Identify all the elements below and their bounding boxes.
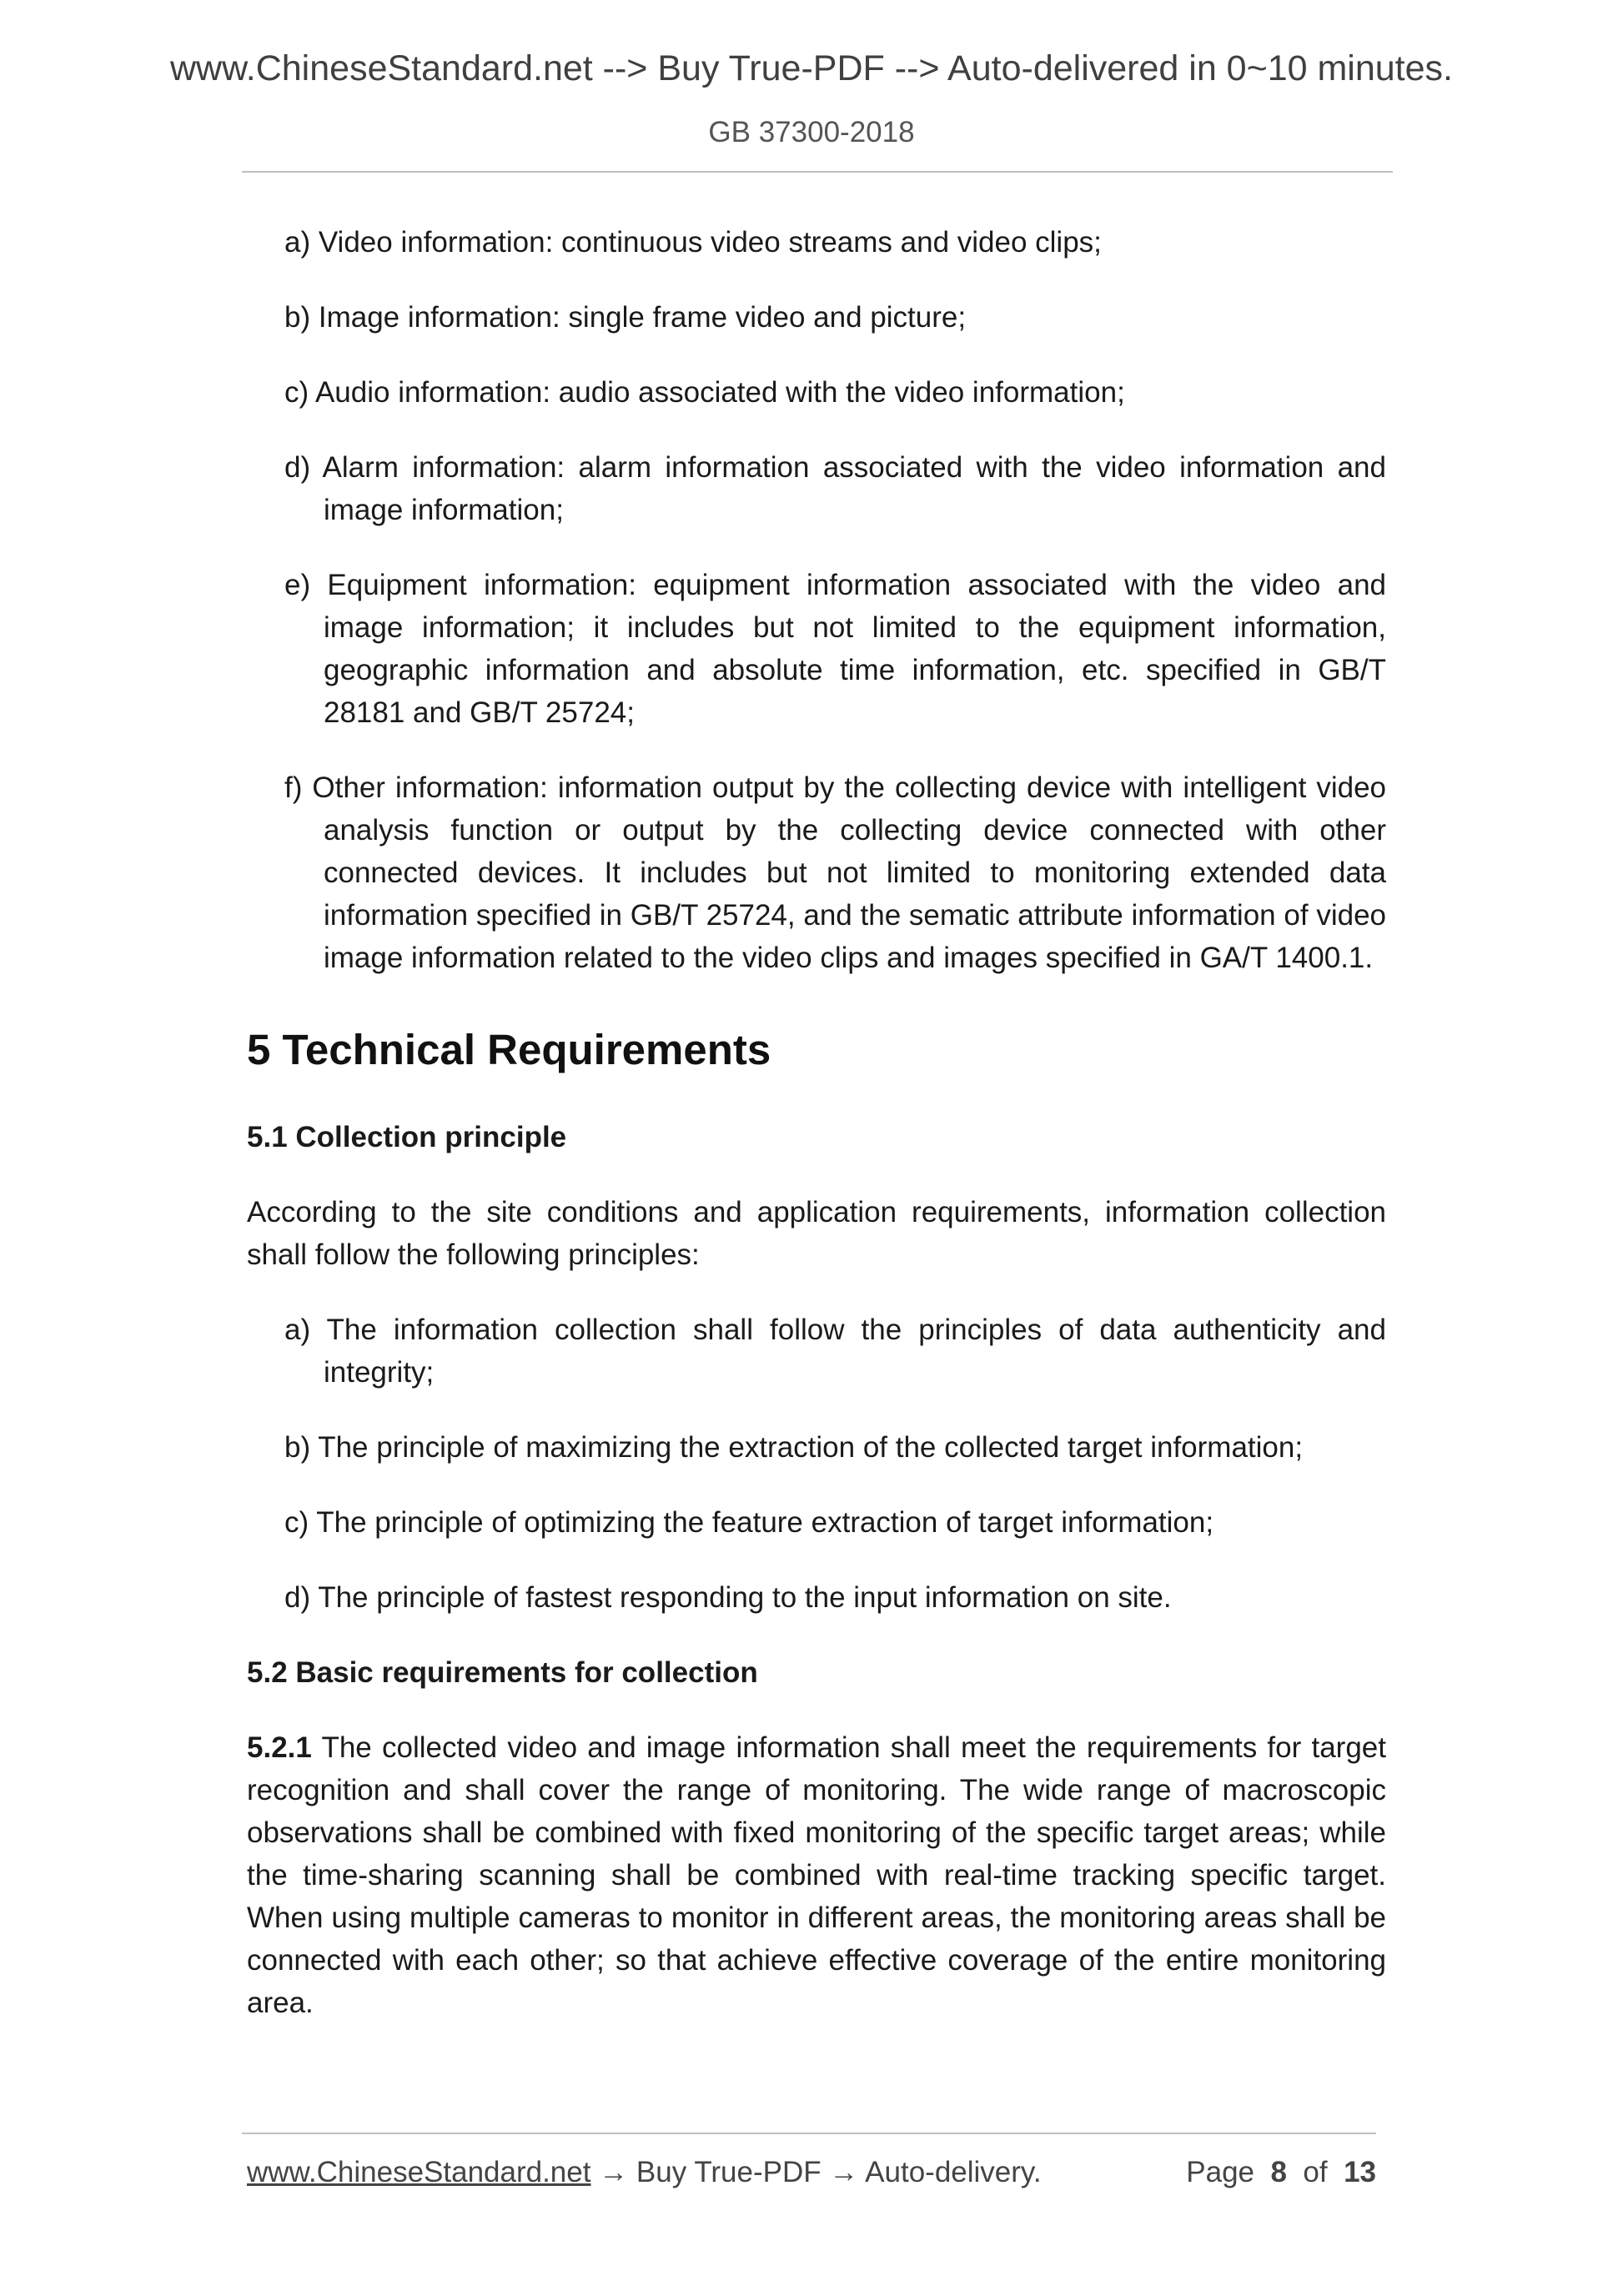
paragraph-5-1-intro: According to the site conditions and application requirements, information collection shall follow the following principles: <box>247 1196 1386 1271</box>
total-pages: 13 <box>1344 2156 1376 2188</box>
clause-5-2-1 <box>247 1726 1386 2024</box>
header-divider <box>242 171 1393 173</box>
clause-number: 5.2.1 <box>247 1731 312 1764</box>
footer-left <box>247 2149 1042 2196</box>
page-indicator <box>1186 2149 1376 2196</box>
footer-tagline: → Buy True-PDF → Auto-delivery. <box>590 2156 1042 2188</box>
page-word: Page <box>1186 2156 1255 2188</box>
list-item-other: f) Other information: information output by the collecting device with intelligent video analysis function or output by the collecting device connected with other connected devices. It includes but not limited to monitoring extended data information specified in GB/T 25724, and the sematic attribute information of video image information related to the video clips and images specified in GA/T 1400.1. <box>284 771 1386 974</box>
list-item-video: a) Video information: continuous video streams and video clips; <box>284 226 1102 259</box>
subsection-heading-5-2: 5.2 Basic requirements for collection <box>247 1656 758 1689</box>
section-heading-5: 5 Technical Requirements <box>247 1026 771 1073</box>
subsection-heading-5-1: 5.1 Collection principle <box>247 1121 567 1153</box>
list-item-audio: c) Audio information: audio associated with the video information; <box>284 376 1125 409</box>
page-content <box>247 221 1386 2057</box>
header-banner: www.ChineseStandard.net --> Buy True-PDF --> Auto-delivered in 0~10 minutes. <box>169 48 1453 88</box>
list-item-equipment: e) Equipment information: equipment information associated with the video and image information; it includes but not limited to the equipment information, geographic information and absolute time information, etc. specified in GB/T 28181 and GB/T 25724; <box>284 569 1386 729</box>
of-word: of <box>1303 2156 1328 2188</box>
list-item-alarm: d) Alarm information: alarm information associated with the video information and image information; <box>284 451 1386 526</box>
principle-item-c: c) The principle of optimizing the feature extraction of target information; <box>284 1506 1214 1539</box>
principle-item-a: a) The information collection shall follow the principles of data authenticity and integrity; <box>284 1314 1386 1389</box>
principle-item-b: b) The principle of maximizing the extraction of the collected target information; <box>284 1431 1304 1464</box>
list-item-image: b) Image information: single frame video and picture; <box>284 301 967 334</box>
page-number: 8 <box>1270 2156 1287 2188</box>
clause-text: The collected video and image information shall meet the requirements for target recognition and shall cover the range of monitoring. The wide range of macroscopic observations shall be combined with fixed monitoring of the specific target areas; while the time-sharing scanning shall be combined with real-time tracking specific target. When using multiple cameras to monitor in different areas, the monitoring areas shall be connected with each other; so that achieve effective coverage of the entire monitoring area. <box>247 1731 1386 2019</box>
footer-divider <box>242 2133 1376 2134</box>
footer-website-link[interactable]: www.ChineseStandard.net <box>247 2156 591 2188</box>
principle-item-d: d) The principle of fastest responding to the input information on site. <box>284 1581 1172 1614</box>
page-footer <box>247 2149 1376 2196</box>
standard-code: GB 37300-2018 <box>708 116 915 148</box>
